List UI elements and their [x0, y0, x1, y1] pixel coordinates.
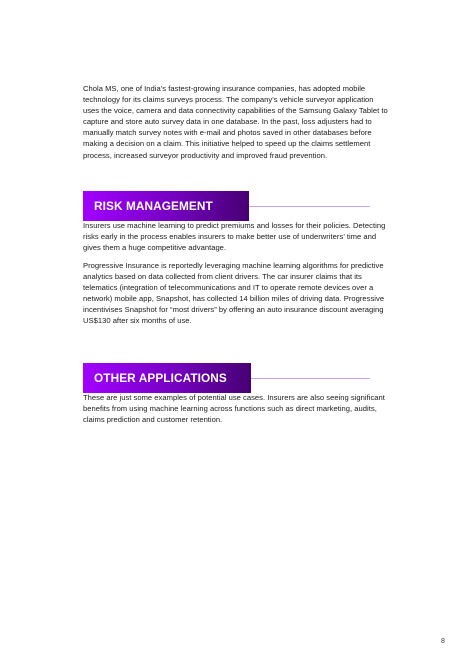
risk-management-paragraph: Progressive Insurance is reportedly leveraging machine learning algorithms for predictive analytics based on data collected from client drivers. The car insurer claims that its telematics (integration of telecommunications and IT to operate remote devices over a network) mobile app, Snapshot, has collected 14 billion miles of driving data. Progressive incentivises Snapshot for “most drivers” by offering an auto insurance discount averaging US$130 after six months of use.: [83, 261, 385, 326]
section-title: RISK MANAGEMENT: [94, 199, 213, 213]
intro-paragraph: Chola MS, one of India’s fastest-growing insurance companies, has adopted mobile technology for its claims surveys process. The company’s vehicle surveyor application uses the voice, camera and data connectivity capabilities of the Samsung Galaxy Tablet to capture and store auto survey data in one database. In the past, loss adjusters had to manually match survey notes with e-mail and photos saved in other databases before making a decision on a claim. This initiative helped to speed up the claims settlement process, increased surveyor productivity and improved fraud prevention.: [83, 84, 388, 160]
page-number: 8: [441, 638, 445, 645]
section-divider: [251, 378, 370, 379]
other-applications-paragraph: These are just some examples of potential use cases. Insurers are also seeing significant benefits from using machine learning across functions such as direct marketing, audits, claims prediction and customer retention.: [83, 393, 385, 425]
section-title: OTHER APPLICATIONS: [94, 371, 227, 385]
section-divider: [249, 206, 370, 207]
risk-management-paragraph: Insurers use machine learning to predict premiums and losses for their policies. Detecting risks early in the process enables insurers to make better use of underwriters’ time and gives them a huge competitive advantage.: [83, 221, 386, 253]
risk-management-section-header: [83, 191, 373, 221]
other-applications-section-header: [83, 363, 373, 393]
